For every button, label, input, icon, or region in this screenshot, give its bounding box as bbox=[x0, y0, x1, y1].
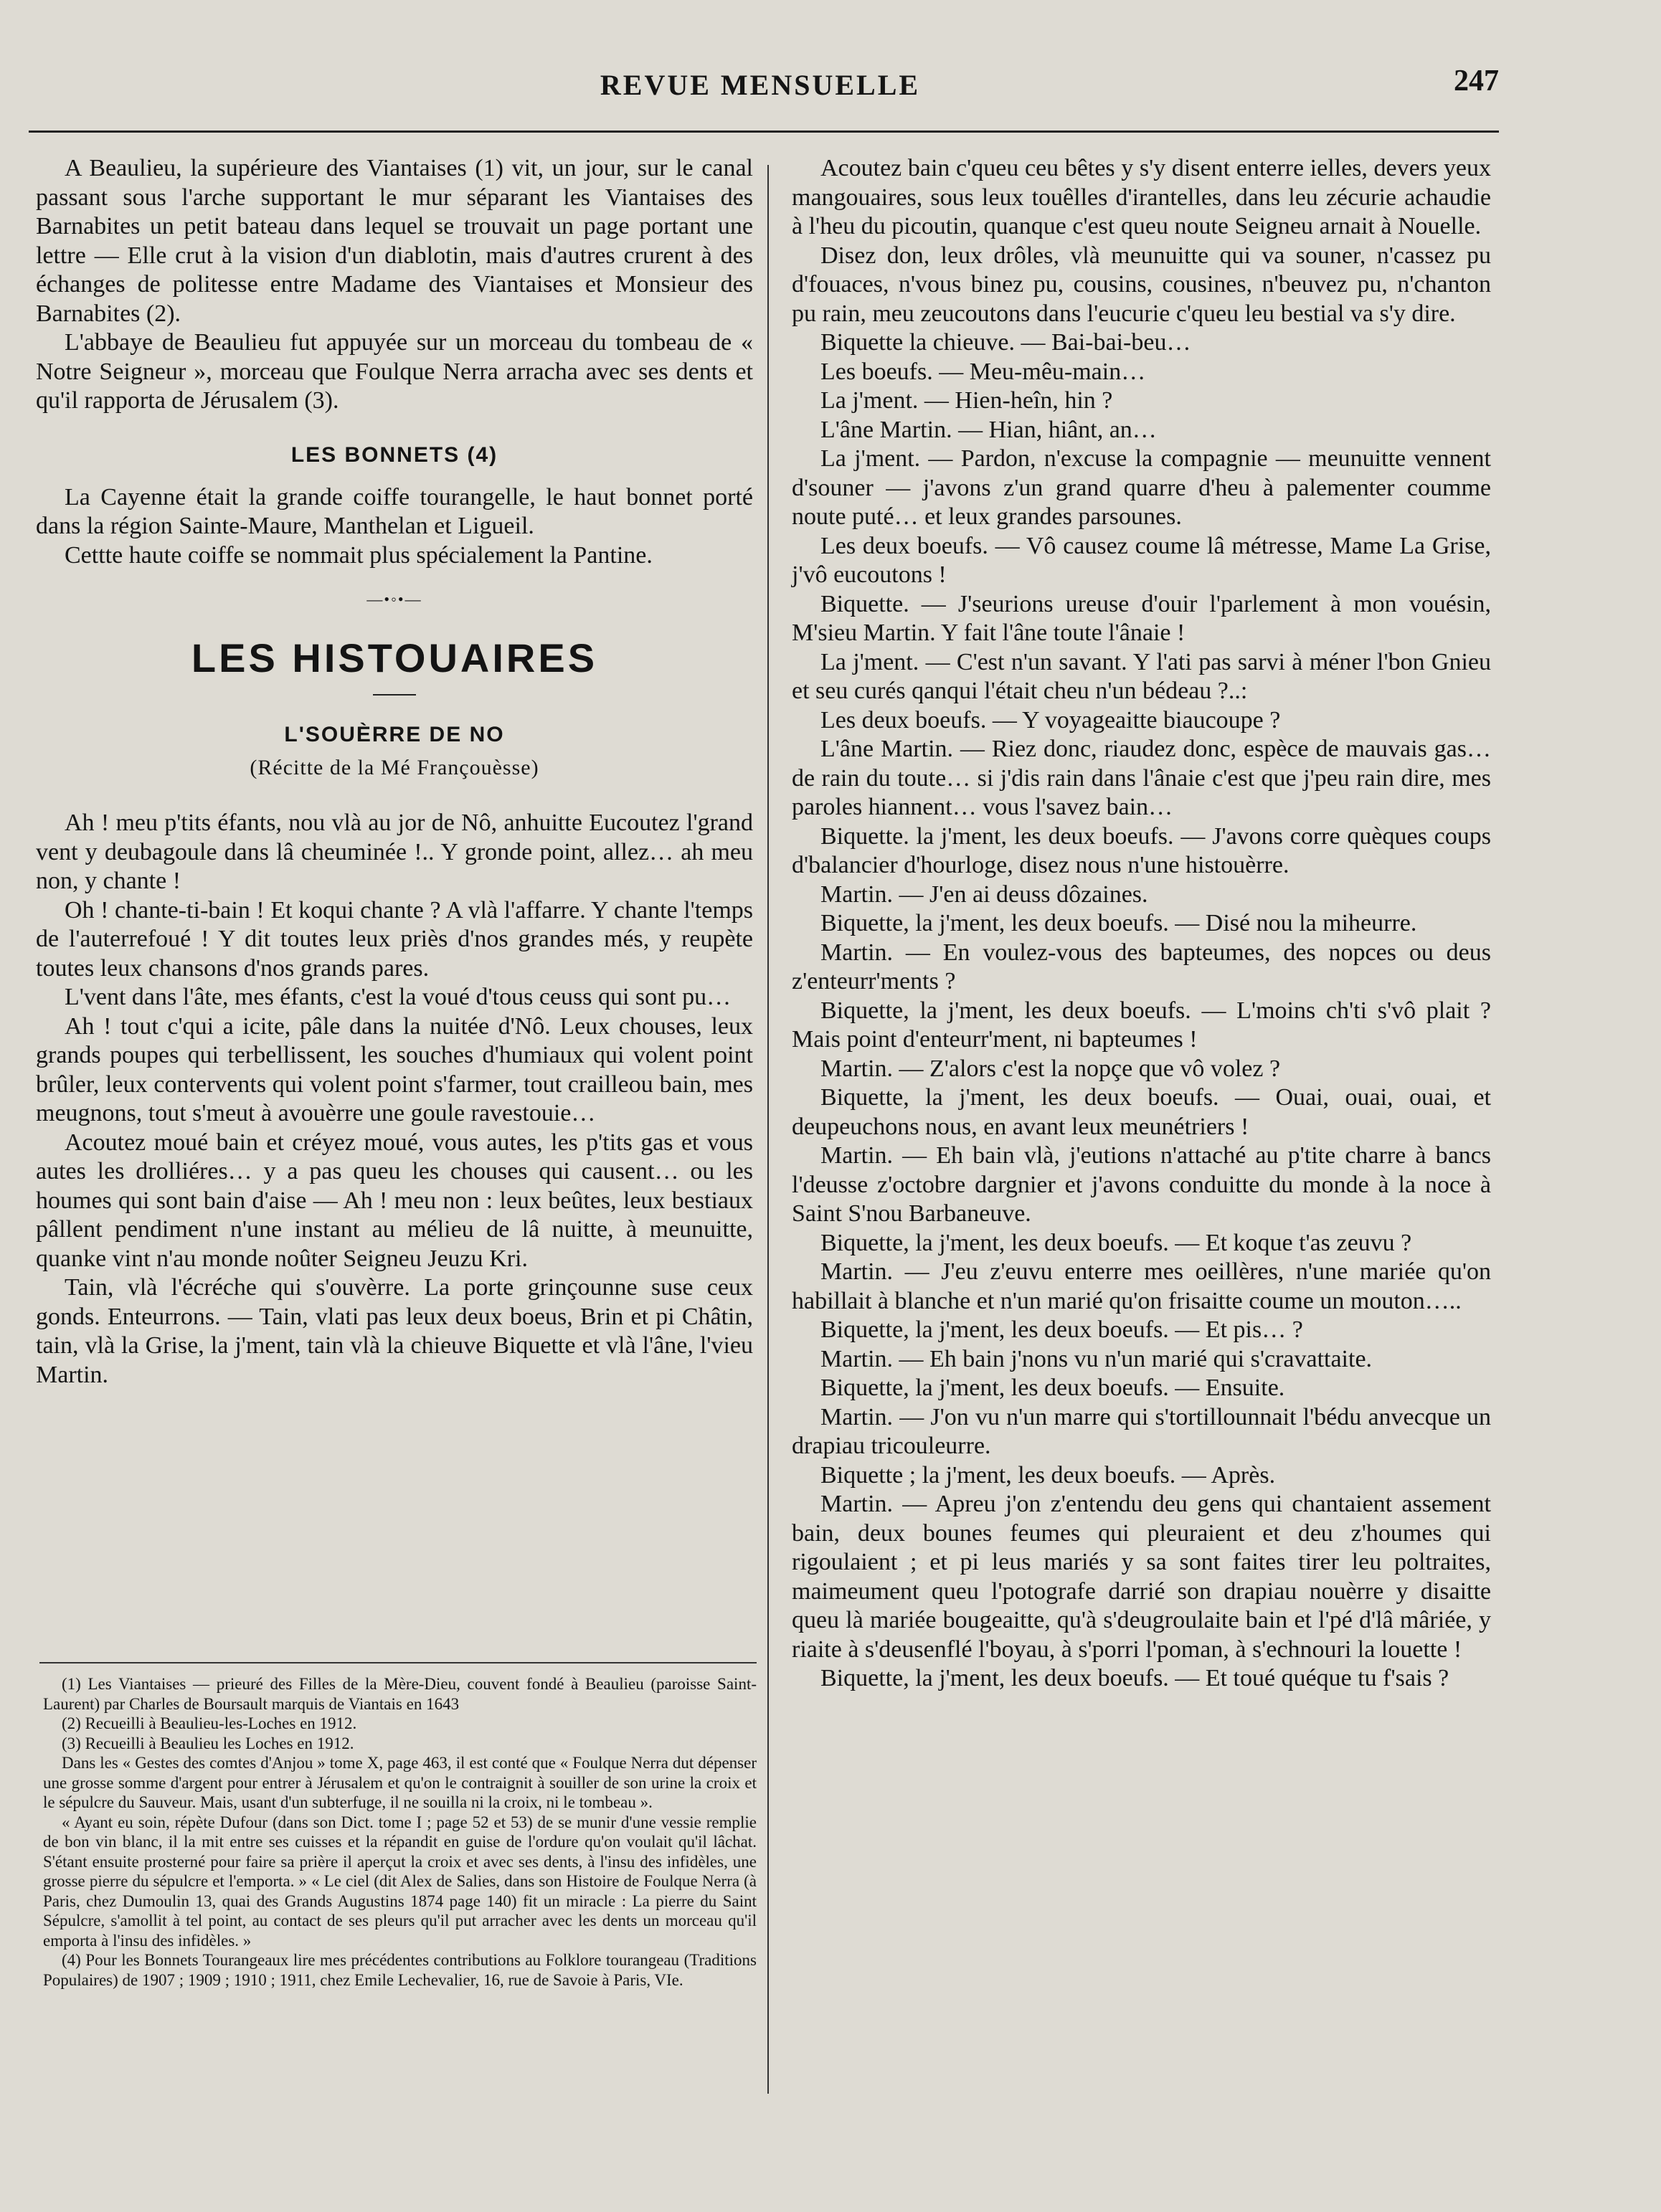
dialogue-paragraph: Disez don, leux drôles, vlà meunuitte qui va souner, n'cassez pu d'fouaces, n'vous binez pu, cousins, cousines, n'beuvez pu, n'chanton pu rain, meu zeucoutons dans l'eucurie c'queu leu bestial va s'y dire. bbox=[792, 242, 1491, 327]
footnotes bbox=[43, 1674, 757, 1990]
dialogue-line: Biquette. — J'seurions ureuse d'ouir l'parlement à mon vouésin, M'sieu Martin. Y fait l'âne toute l'ânaie ! bbox=[792, 590, 1491, 646]
story-paragraph: Oh ! chante-ti-bain ! Et koqui chante ? A vlà l'affarre. Y chante l'temps de l'auterrefoué ! Y dit toutes leux priès d'nos grandes més, y reupète toutes leux chansons d'nos grands pares. bbox=[36, 896, 753, 982]
page-number: 247 bbox=[1454, 65, 1499, 98]
header-rule bbox=[29, 130, 1499, 133]
dialogue-line: Biquette, la j'ment, les deux boeufs. — L'moins ch'ti s'vô plait ? Mais point d'enteurr'ment, ni bapteumes ! bbox=[792, 997, 1491, 1053]
footnote: (4) Pour les Bonnets Tourangeaux lire mes précédentes contributions au Folklore tourangeau (Traditions Populaires) de 1907 ; 1909 ; 1910 ; 1911, chez Emile Lechevalier, 16, rue de Savoie à Paris, VIe. bbox=[43, 1951, 757, 1989]
right-column bbox=[792, 154, 1491, 1694]
footnote: (1) Les Viantaises — prieuré des Filles de la Mère-Dieu, couvent fondé à Beaulieu (paroisse Saint-Laurent) par Charles de Boursault marquis de Viantais en 1643 bbox=[43, 1675, 757, 1713]
dialogue-line: Biquette, la j'ment, les deux boeufs. — Disé nou la miheurre. bbox=[820, 910, 1417, 936]
story-paragraph: Acoutez moué bain et créyez moué, vous autes, les p'tits gas et vous autes les drolliéres… y a pas queu les chouses qui causent… ou les houmes qui sont bain d'aise — Ah ! meu non : leux beûtes, leux bestiaux pâllent pendiment n'une instant au mélieu de lâ nuitte, à meunuitte, quanke vint n'au monde noûter Seigneu Jeuzu Kri. bbox=[36, 1129, 753, 1272]
story-paragraph: Tain, vlà l'écréche qui s'ouvèrre. La porte grinçounne suse ceux gonds. Enteurrons. — Tain, vlati pas leux deux boeus, Brin et pi Châtin, tain, vlà la Grise, la j'ment, tain vlà la chieuve Biquette et vlà l'âne, l'vieu Martin. bbox=[36, 1274, 753, 1388]
dialogue-line: L'âne Martin. — Hian, hiânt, an… bbox=[820, 416, 1157, 443]
dialogue-line: Les deux boeufs. — Vô causez coume lâ métresse, Mame La Grise, j'vô eucoutons ! bbox=[792, 532, 1491, 588]
left-column bbox=[36, 154, 753, 1390]
ornament-divider: —•◦•— bbox=[366, 590, 422, 608]
running-title: REVUE MENSUELLE bbox=[600, 69, 921, 101]
paragraph-viantaises: A Beaulieu, la supérieure des Viantaises (1) vit, un jour, sur le canal passant sous l'arche supportant le mur séparant les Viantaises des Barnabites un petit bateau dans lequel se trouvait un page portant une lettre — Elle crut à la vision d'un diablotin, mais d'autres crurent à des échanges de politesse entre Madame des Viantaises et Monsieur des Barnabites (2). bbox=[36, 155, 753, 327]
story-subtitle: (Récitte de la Mé Françouèsse) bbox=[250, 756, 539, 779]
dialogue-line: Les boeufs. — Meu-mêu-main… bbox=[820, 358, 1146, 385]
paragraph-abbaye: L'abbaye de Beaulieu fut appuyée sur un morceau du tombeau de « Notre Seigneur », morceau que Foulque Nerra arracha avec ses dents et qu'il rapporta de Jérusalem (3). bbox=[36, 329, 753, 414]
dialogue-line: Les deux boeufs. — Y voyageaitte biaucoupe ? bbox=[820, 706, 1281, 734]
story-title: L'SOUÈRRE DE NO bbox=[284, 723, 505, 746]
story-paragraph: Ah ! tout c'qui a icite, pâle dans la nuitée d'Nô. Leux chouses, leux grands poupes qui terbellissent, les souches d'humiaux qui volent point brûler, leux contervents qui volent point s'farmer, tout crailleou bain, mes meugnons, tout s'meut à avouèrre une goule ravestouie… bbox=[36, 1012, 753, 1126]
dialogue-line: Biquette, la j'ment, les deux boeufs. — Ouai, ouai, ouai, et deupeuchons nous, en avant leux meunétriers ! bbox=[792, 1084, 1491, 1140]
paragraph-cayenne: La Cayenne était la grande coiffe tourangelle, le haut bonnet porté dans la région Sainte-Maure, Manthelan et Ligueil. bbox=[36, 483, 753, 539]
dialogue-line: La j'ment. — Hien-heîn, hin ? bbox=[820, 387, 1113, 414]
footnote: Dans les « Gestes des comtes d'Anjou » tome X, page 463, il est conté que « Foulque Nerra dut dépenser une grosse somme d'argent pour entrer à Jérusalem et qu'on le contraignit à souiller de son urine la croix et le sépulcre du Sauveur. Mais, usant d'un subterfuge, il ne souilla ni la croix, ni le tombeau ». bbox=[43, 1754, 757, 1811]
page-header bbox=[22, 65, 1499, 118]
footnote-rule bbox=[39, 1662, 757, 1663]
dialogue-line: Biquette, la j'ment, les deux boeufs. — Et koque t'as zeuvu ? bbox=[820, 1229, 1412, 1256]
main-title: LES HISTOUAIRES bbox=[191, 635, 598, 680]
paragraph-pantine: Cettte haute coiffe se nommait plus spécialement la Pantine. bbox=[65, 541, 653, 569]
dialogue-line: Biquette ; la j'ment, les deux boeufs. — Après. bbox=[820, 1461, 1276, 1489]
dialogue-line: Martin. — Eh bain vlà, j'eutions n'attaché au p'tite charre à bancs l'deusse z'octobre dargnier et j'avons conduitte du monde à la noce à Saint S'nou Barbaneuve. bbox=[792, 1142, 1491, 1227]
dialogue-line: L'âne Martin. — Riez donc, riaudez donc, espèce de mauvais gas… de rain du toute… si j'dis rain dans l'ânaie c'est que j'peu rain dire, mes paroles hiannent… vous l'savez bain… bbox=[792, 736, 1491, 820]
title-rule bbox=[373, 694, 416, 696]
story-paragraph: L'vent dans l'âte, mes éfants, c'est la voué d'tous ceuss qui sont pu… bbox=[65, 984, 732, 1010]
dialogue-line: Biquette, la j'ment, les deux boeufs. — Et toué quéque tu f'sais ? bbox=[820, 1665, 1449, 1691]
dialogue-line: Biquette. la j'ment, les deux boeufs. — J'avons corre quèques coups d'balancier d'hourloge, disez nous n'une histouèrre. bbox=[792, 822, 1491, 878]
dialogue-line: Biquette, la j'ment, les deux boeufs. — Ensuite. bbox=[820, 1375, 1285, 1401]
dialogue-line: Martin. — Z'alors c'est la nopçe que vô volez ? bbox=[820, 1055, 1281, 1082]
dialogue-line: Martin. — En voulez-vous des bapteumes, des nopces ou deus z'enteurr'ments ? bbox=[792, 939, 1491, 995]
dialogue-line: Martin. — J'eu z'euvu enterre mes oeillères, n'une mariée qu'on habillait à blanche et n'un marié qu'on frisaitte coume un mouton….. bbox=[792, 1258, 1491, 1314]
dialogue-line: Martin. — Eh bain j'nons vu n'un marié qui s'cravattaite. bbox=[820, 1345, 1373, 1372]
dialogue-paragraph: Acoutez bain c'queu ceu bêtes y s'y disent enterre ielles, devers yeux mangouaires, sous leux touêlles d'irantelles, dans leu zécurie achaudie à l'heu du picoutin, quanque c'est queu noute Seigneu arnait à Nouelle. bbox=[792, 155, 1491, 239]
dialogue-line: Biquette, la j'ment, les deux boeufs. — Et pis… ? bbox=[820, 1316, 1303, 1343]
dialogue-line: Martin. — J'on vu n'un marre qui s'tortillounnait l'bédu anvecque un drapiau tricouleurre. bbox=[792, 1403, 1491, 1459]
dialogue-line: La j'ment. — Pardon, n'excuse la compagnie — meunuitte vennent d'souner — j'avons z'un grand quarre d'heu à palementer coumme noute puté… et leux grandes parsounes. bbox=[792, 445, 1491, 530]
column-divider bbox=[767, 165, 769, 2094]
footnote: (3) Recueilli à Beaulieu les Loches en 1912. bbox=[62, 1734, 354, 1752]
dialogue-line: Martin. — Apreu j'on z'entendu deu gens qui chantaient assement bain, deux bounes feumes qui pleuraient et deu z'houmes qui rigoulaient ; et pi leus mariés y sa sont faites tirer leu poltraites, maimeument queu l'potografe darrié son drapiau nouèrre y disaitte queu là mariée bougeaitte, qu'à s'deugroulaite bain et l'pé d'lâ mâriée, y riaite à s'deusenflé l'boyau, à s'porri l'poman, à s'echnouri la louette ! bbox=[792, 1491, 1491, 1663]
dialogue-line: Martin. — J'en ai deuss dôzaines. bbox=[820, 880, 1148, 908]
dialogue-line: La j'ment. — C'est n'un savant. Y l'ati pas sarvi à méner l'bon Gnieu et seu curés qanqui l'était cheu n'un bédeau ?..: bbox=[792, 648, 1491, 704]
footnote: « Ayant eu soin, répète Dufour (dans son Dict. tome I ; page 52 et 53) de se munir d'une vessie remplie de bon vin blanc, il la mit entre ses cuisses et la répandit en guise de l'ordure qu'on voulait qu'il lâchat. S'étant ensuite prosterné pour faire sa prière il aperçut la croix et avec ses dents, à l'insu des infidèles, une grosse pierre du sépulcre et l'emporta. » « Le ciel (dit Alex de Salies, dans son Histoire de Foulque Nerra (à Paris, chez Dumoulin 13, quai des Grands Augustins 1874 page 140) fit un miracle : La pierre du Saint Sépulcre, s'amollit à tel point, au contact de ses pleurs qu'il put arracher avec les dents un morceau qu'il emporta à l'insu des infidèles. » bbox=[43, 1813, 757, 1950]
dialogue-line: Biquette la chieuve. — Bai-bai-beu… bbox=[820, 329, 1191, 356]
footnote: (2) Recueilli à Beaulieu-les-Loches en 1912. bbox=[62, 1714, 357, 1732]
story-paragraph: Ah ! meu p'tits éfants, nou vlà au jor de Nô, anhuitte Eucoutez l'grand vent y deubagoule dans lâ cheuminée !.. Y gronde point, allez… ah meu non, y chante ! bbox=[36, 810, 753, 894]
section-title-bonnets: LES BONNETS (4) bbox=[290, 442, 498, 467]
